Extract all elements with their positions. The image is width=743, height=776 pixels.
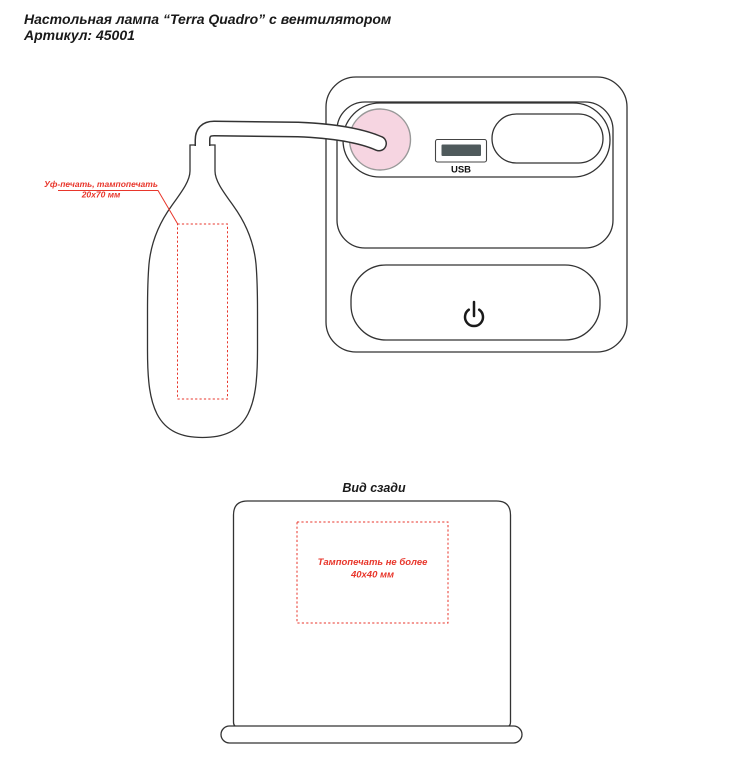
rear-print-note-line2: 40х40 мм	[350, 569, 395, 581]
product-title: Настольная лампа “Terra Quadro” с вентилятором	[24, 11, 392, 27]
rear-view-figure	[221, 481, 522, 743]
rear-base-outline	[221, 726, 522, 743]
front-print-annotation	[44, 179, 178, 225]
front-print-note-line2: 20х70 мм	[81, 189, 121, 200]
arm-neck-joint-patch	[191, 146, 214, 164]
product-sku: Артикул: 45001	[24, 27, 135, 43]
front-view-figure	[44, 77, 627, 438]
front-print-note-line1: Уф-печать, тампопечать	[44, 179, 158, 189]
usb-label: USB	[450, 164, 472, 176]
rear-view-caption: Вид сзади	[342, 481, 406, 495]
rear-print-note-line1: Тампопечать не более	[317, 557, 428, 568]
rear-body-outline	[234, 501, 511, 727]
lamp-head-outline	[148, 145, 258, 438]
usb-port-slot	[442, 145, 482, 157]
